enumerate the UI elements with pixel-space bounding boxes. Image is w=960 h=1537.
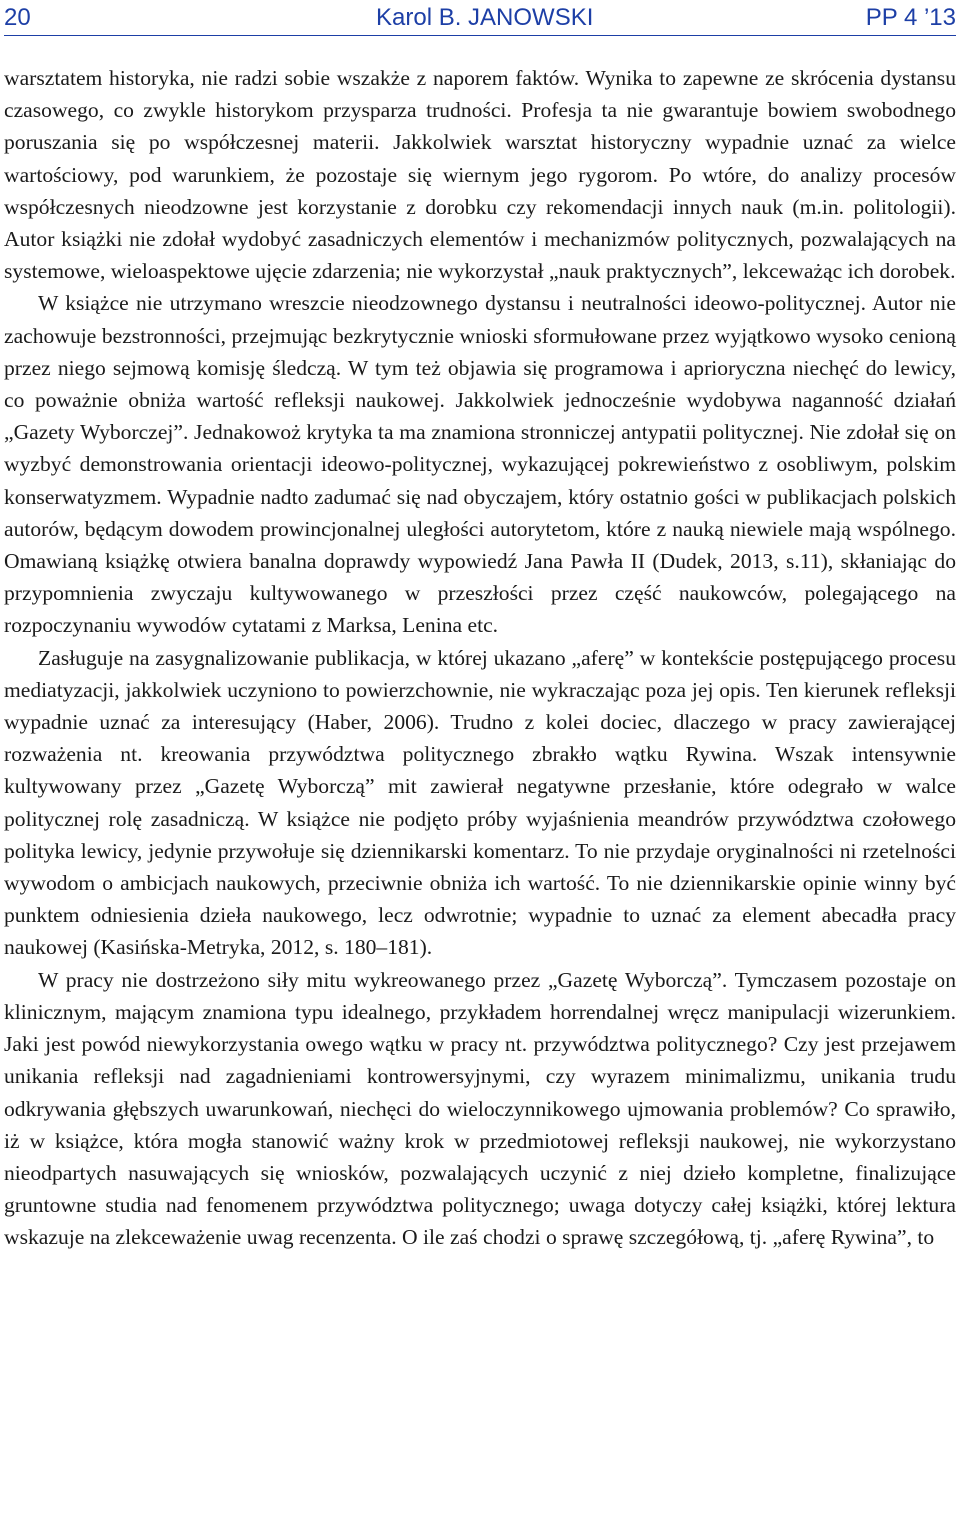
header-journal: PP 4 ’13	[865, 4, 956, 31]
running-header	[4, 0, 956, 38]
paragraph-1: warsztatem historyka, nie radzi sobie wszakże z naporem faktów. Wynika to zapewne ze skrócenia dystansu czasowego, co zwykle historykom przysparza trudności. Profesja ta nie gwarantuje bowiem swobodnego poruszania się po współczesnej materii. Jakkolwiek warsztat historyczny wypadnie uznać za wielce wartościowy, pod warunkiem, że pozostaje się wiernym jego rygorom. Po wtóre, do analizy procesów współczesnych nieodzowne jest korzystanie z dorobku czy rekomendacji innych nauk (m.in. politologii). Autor książki nie zdołał wydobyć zasadniczych elementów i mechanizmów politycznych, pozwalających na systemowe, wieloaspektowe ujęcie zdarzenia; nie wykorzystał „nauk praktycznych”, lekceważąc ich dorobek.	[4, 66, 956, 284]
page-number: 20	[4, 4, 31, 31]
paragraph-3: Zasługuje na zasygnalizowanie publikacja, w której ukazano „aferę” w kontekście postępującego procesu mediatyzacji, jakkolwiek uczyniono to powierzchownie, nie wykraczając poza jej opis. Ten kierunek refleksji wypadnie uznać za interesujący (Haber, 2006). Trudno z kolei dociec, dlaczego w pracy zawierającej rozważenia nt. kreowania przywództwa politycznego zbrakło wątku Rywina. Wszak intensywnie kultywowany przez „Gazetę Wyborczą” mit zawierał negatywne przesłanie, które odegrało w walce politycznej rolę zasadniczą. W książce nie podjęto próby wyjaśnienia meandrów przywództwa czołowego polityka lewicy, jedynie przywołuje się dziennikarski komentarz. To nie przydaje oryginalności ni rzetelności wywodom o ambicjach naukowych, przeciwnie obniża ich wartość. To nie dziennikarskie opinie winny być punktem odniesienia dzieła naukowego, lecz odwrotnie; wypadnie to uznać za element abecadła pracy naukowej (Kasińska-Metryka, 2012, s. 180–181).	[4, 645, 956, 960]
article-body	[4, 62, 956, 1254]
header-author: Karol B. JANOWSKI	[376, 4, 594, 31]
header-rule	[4, 35, 956, 36]
paragraph-2: W książce nie utrzymano wreszcie nieodzownego dystansu i neutralności ideowo-politycznej. Autor nie zachowuje bezstronności, przejmując bezkrytycznie wnioski sformułowane przez wyjątkowo wysoko cenioną przez niego sejmową komisję śledczą. W tym też objawia się programowa i aprioryczna niechęć do lewicy, co poważnie obniża wartość refleksji naukowej. Jakkolwiek jednocześnie wydobywa naganność działań „Gazety Wyborczej”. Jednakowoż krytyka ta ma znamiona stronniczej antypatii politycznej. Nie zdołał się on wyzbyć demonstrowania orientacji ideowo-politycznej, wykazującej pokrewieństwo z osobliwym, polskim konserwatyzmem. Wypadnie nadto zadumać się nad obyczajem, który ostatnio gości w publikacjach polskich autorów, będącym dowodem prowincjonalnej uległości autorytetom, które z nauką niewiele mają wspólnego. Omawianą książkę otwiera banalna doprawdy wypowiedź Jana Pawła II (Dudek, 2013, s.11), skłaniając do przypomnienia zwyczaju kultywowanego w przeszłości przez część naukowców, polegającego na rozpoczynaniu wywodów cytatami z Marksa, Lenina etc.	[4, 291, 956, 638]
paragraph-4: W pracy nie dostrzeżono siły mitu wykreowanego przez „Gazetę Wyborczą”. Tymczasem pozostaje on klinicznym, mającym znamiona typu idealnego, przykładem horrendalnej wręcz manipulacji wizerunkiem. Jaki jest powód niewykorzystania owego wątku w pracy nt. przywództwa politycznego? Czy jest przejawem unikania refleksji nad zagadnieniami kontrowersyjnymi, czy wyrazem minimalizmu, unikania trudu odkrywania głębszych uwarunkowań, niechęci do wieloczynnikowego ujmowania problemów? Co sprawiło, iż w książce, która mogła stanowić ważny krok w przedmiotowej refleksji naukowej, nie wykorzystano nieodpartych nasuwających się wniosków, pozwalających uczynić z niej dzieło kompletne, finalizujące gruntowne studia nad fenomenem przywództwa politycznego; uwaga dotyczy całej książki, której lektura wskazuje na zlekceważenie uwag recenzenta. O ile zaś chodzi o sprawę szczegółową, tj. „aferę Rywina”, to	[4, 967, 956, 1250]
